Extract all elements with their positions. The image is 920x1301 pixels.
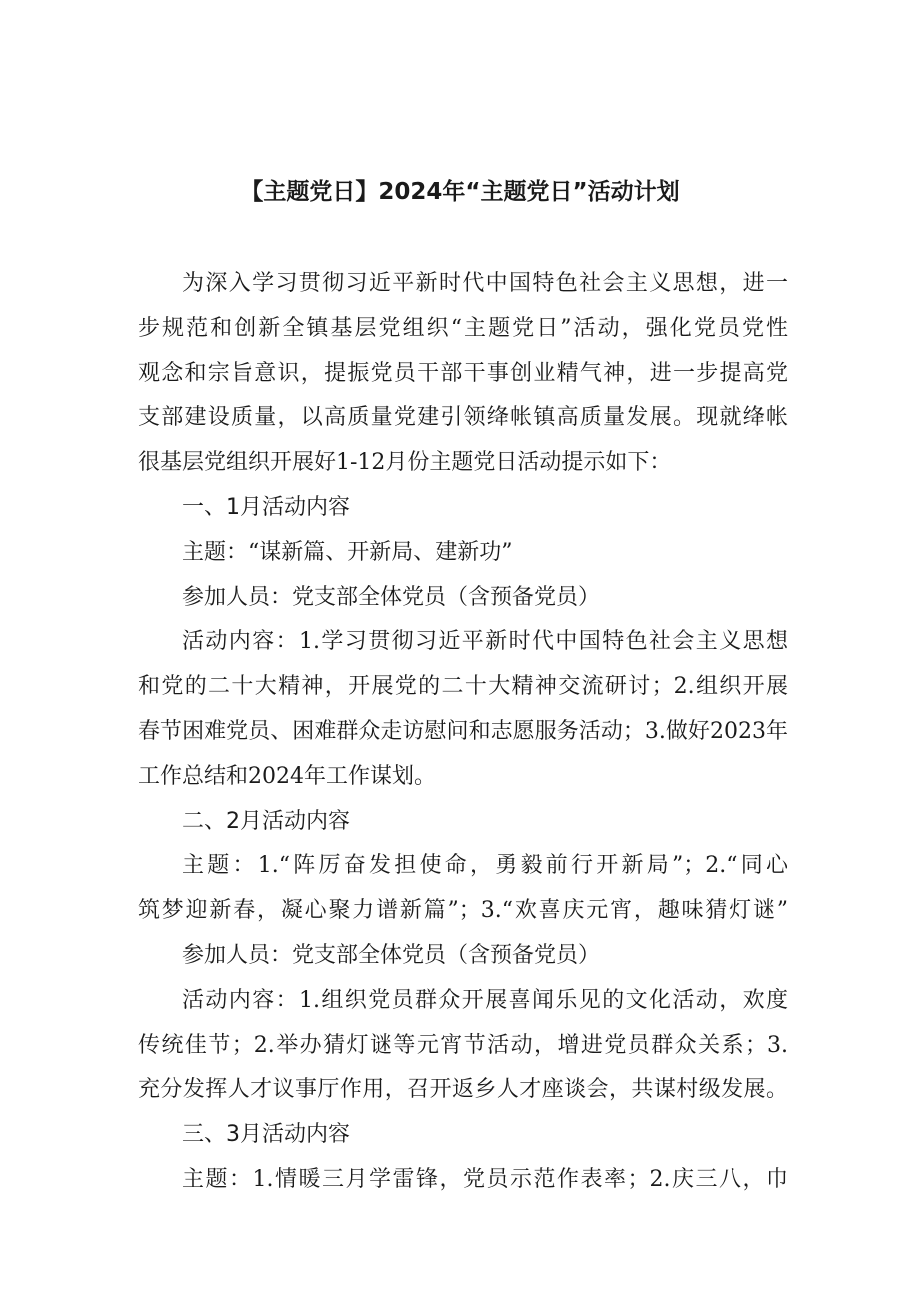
participants-paragraph	[138, 934, 788, 979]
section-heading: 三、3月活动内容	[182, 1122, 350, 1148]
text-line: 步规范和创新全镇基层党组织“主题党日”活动，强化党员党性	[138, 315, 788, 341]
document-body	[138, 262, 788, 1203]
theme-paragraph	[138, 844, 788, 934]
theme-paragraph	[138, 1158, 788, 1203]
document-title: 【主题党日】2024年“主题党日”活动计划	[240, 179, 680, 205]
text-line: 主题：1.“阵厉奋发担使命，勇毅前行开新局”；2.“同心	[182, 853, 788, 879]
text-line: 主题：1.情暖三月学雷锋，党员示范作表率；2.庆三八，巾	[182, 1166, 788, 1192]
text-line: 筑梦迎新春，凝心聚力谱新篇”；3.“欢喜庆元宵，趣味猜灯谜”	[138, 898, 788, 924]
text-line: 活动内容：1.组织党员群众开展喜闻乐见的文化活动，欢度	[182, 987, 788, 1013]
content-paragraph	[138, 620, 788, 799]
text-line: 活动内容：1.学习贯彻习近平新时代中国特色社会主义思想	[182, 629, 788, 655]
text-line: 春节困难党员、困难群众走访慰问和志愿服务活动；3.做好2023年	[138, 718, 788, 744]
section-heading: 二、2月活动内容	[182, 808, 350, 834]
text-line: 和党的二十大精神，开展党的二十大精神交流研讨；2.组织开展	[138, 674, 788, 700]
text-line: 主题：“谋新篇、开新局、建新功”	[182, 539, 513, 565]
theme-paragraph	[138, 531, 788, 576]
content-paragraph	[138, 979, 788, 1113]
section-heading: 一、1月活动内容	[182, 494, 350, 520]
text-line: 参加人员：党支部全体党员（含预备党员）	[182, 584, 601, 610]
text-line: 很基层党组织开展好1-12月份主题党日活动提示如下：	[138, 450, 672, 476]
text-line: 支部建设质量，以高质量党建引领绛帐镇高质量发展。现就绛帐	[138, 405, 788, 431]
intro-paragraph	[138, 262, 788, 486]
text-line: 充分发挥人才议事厅作用，召开返乡人才座谈会，共谋村级发展。	[138, 1077, 788, 1103]
text-line: 为深入学习贯彻习近平新时代中国特色社会主义思想，进一	[182, 271, 788, 296]
text-line: 参加人员：党支部全体党员（含预备党员）	[182, 942, 601, 968]
participants-paragraph	[138, 576, 788, 621]
text-line: 工作总结和2024年工作谋划。	[138, 763, 436, 789]
text-line: 观念和宗旨意识，提振党员干部干事创业精气神，进一步提高党	[138, 360, 788, 386]
text-line: 传统佳节；2.举办猜灯谜等元宵节活动，增进党员群众关系；3.	[138, 1032, 788, 1058]
